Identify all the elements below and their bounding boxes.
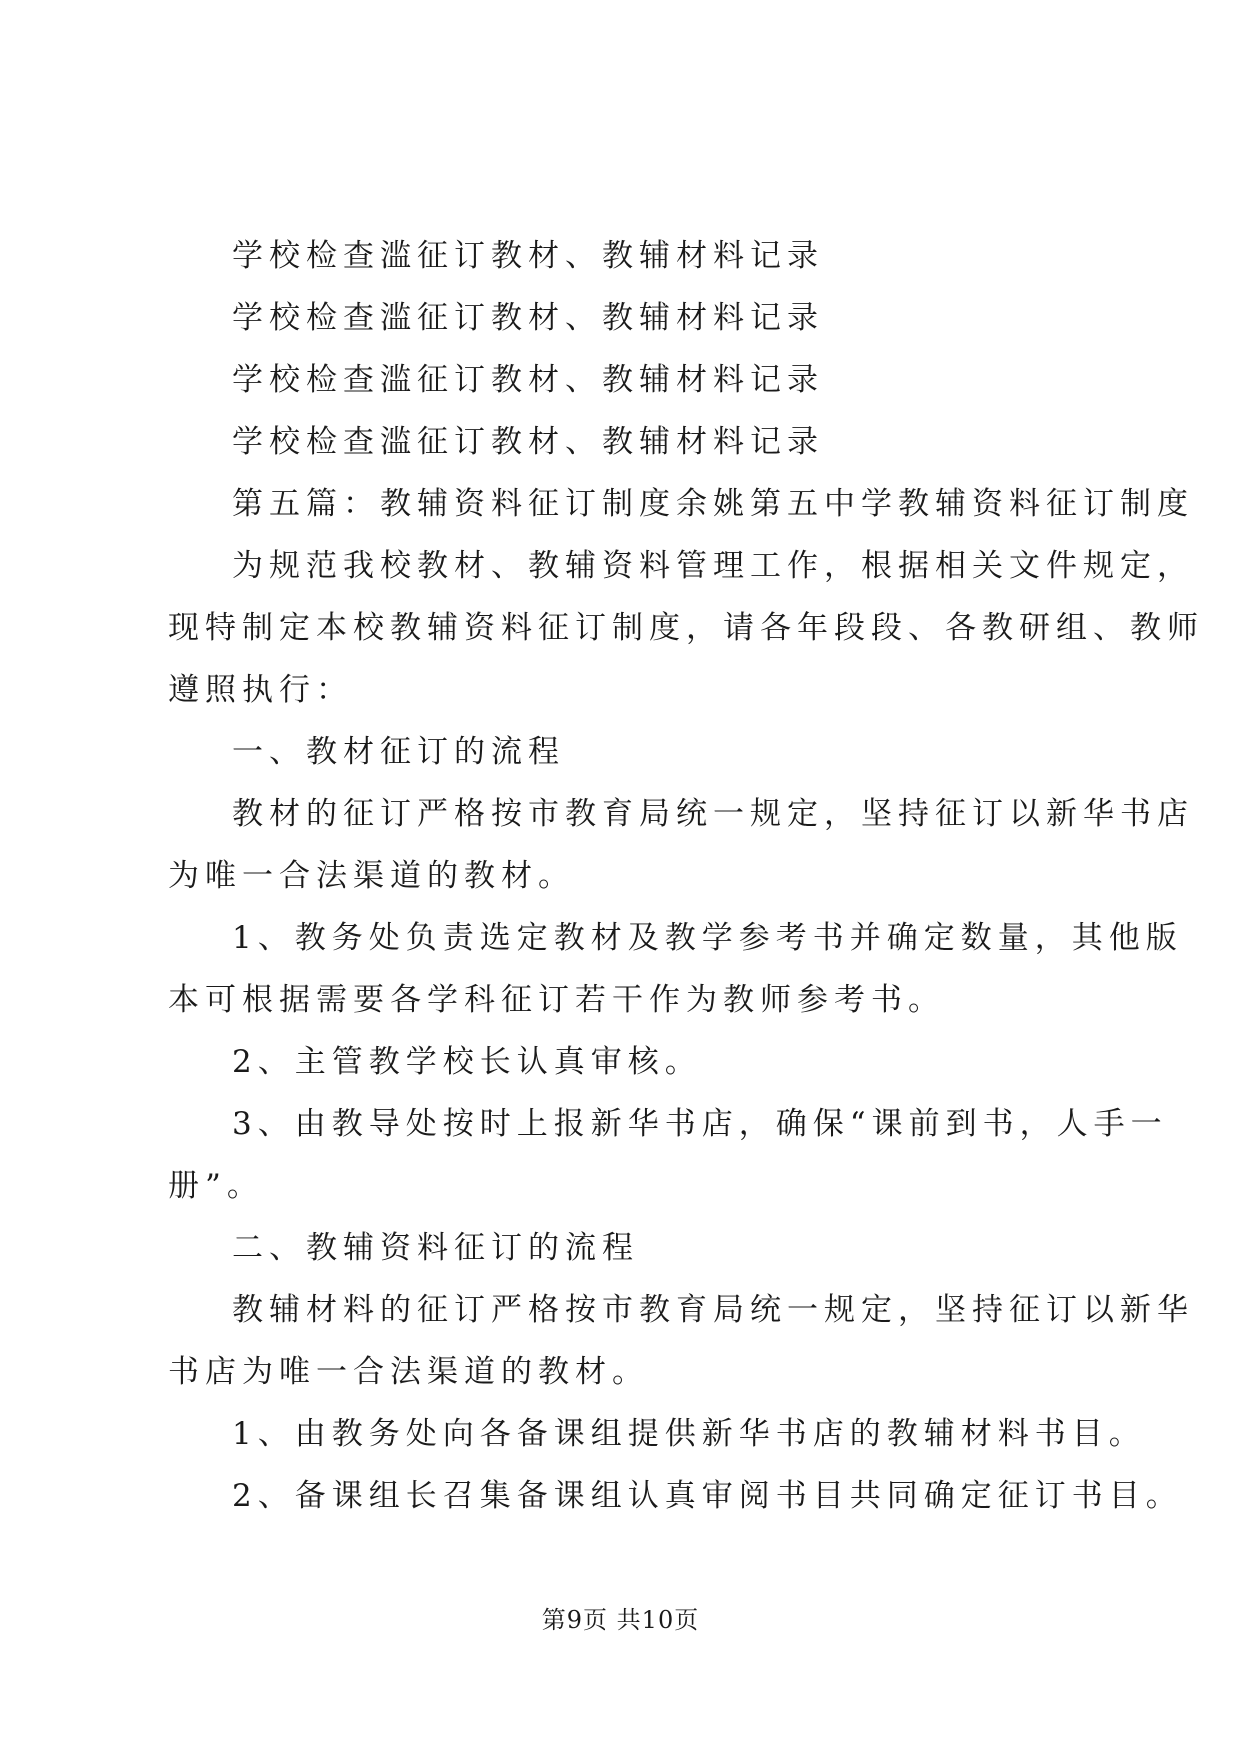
paragraph-line: 学校检查滥征订教材、教辅材料记录 xyxy=(232,238,824,274)
document-body xyxy=(168,225,1204,1527)
paragraph-line: 学校检查滥征订教材、教辅材料记录 xyxy=(232,300,824,336)
paragraph-line: 本可根据需要各学科征订若干作为教师参考书。 xyxy=(168,982,945,1018)
paragraph-line: 为规范我校教材、教辅资料管理工作，根据相关文件规定， xyxy=(232,548,1194,584)
subsection-heading: 一、教材征订的流程 xyxy=(232,734,565,770)
paragraph-line: 册”。 xyxy=(168,1168,264,1204)
paragraph-line: 遵照执行： xyxy=(168,672,353,708)
paragraph-line: 教辅材料的征订严格按市教育局统一规定，坚持征订以新华 xyxy=(232,1292,1194,1328)
paragraph-line: 教材的征订严格按市教育局统一规定，坚持征订以新华书店 xyxy=(232,796,1194,832)
paragraph-line: 学校检查滥征订教材、教辅材料记录 xyxy=(232,424,824,460)
page-footer: 第9页 共10页 xyxy=(541,1606,700,1634)
paragraph-line: 现特制定本校教辅资料征订制度，请各年段段、各教研组、教师 xyxy=(168,610,1204,646)
list-item: 1、由教务处向各备课组提供新华书店的教辅材料书目。 xyxy=(232,1416,1146,1452)
list-item: 3、由教导处按时上报新华书店，确保“课前到书，人手一 xyxy=(232,1106,1168,1142)
paragraph-line: 为唯一合法渠道的教材。 xyxy=(168,858,575,894)
list-item: 2、主管教学校长认真审核。 xyxy=(232,1044,702,1080)
paragraph-line: 学校检查滥征订教材、教辅材料记录 xyxy=(232,362,824,398)
paragraph-line: 书店为唯一合法渠道的教材。 xyxy=(168,1354,649,1390)
list-item: 2、备课组长召集备课组认真审阅书目共同确定征订书目。 xyxy=(232,1478,1183,1514)
subsection-heading: 二、教辅资料征订的流程 xyxy=(232,1230,639,1266)
list-item: 1、教务处负责选定教材及教学参考书并确定数量，其他版 xyxy=(232,920,1183,956)
section-heading: 第五篇：教辅资料征订制度余姚第五中学教辅资料征订制度 xyxy=(232,486,1194,522)
